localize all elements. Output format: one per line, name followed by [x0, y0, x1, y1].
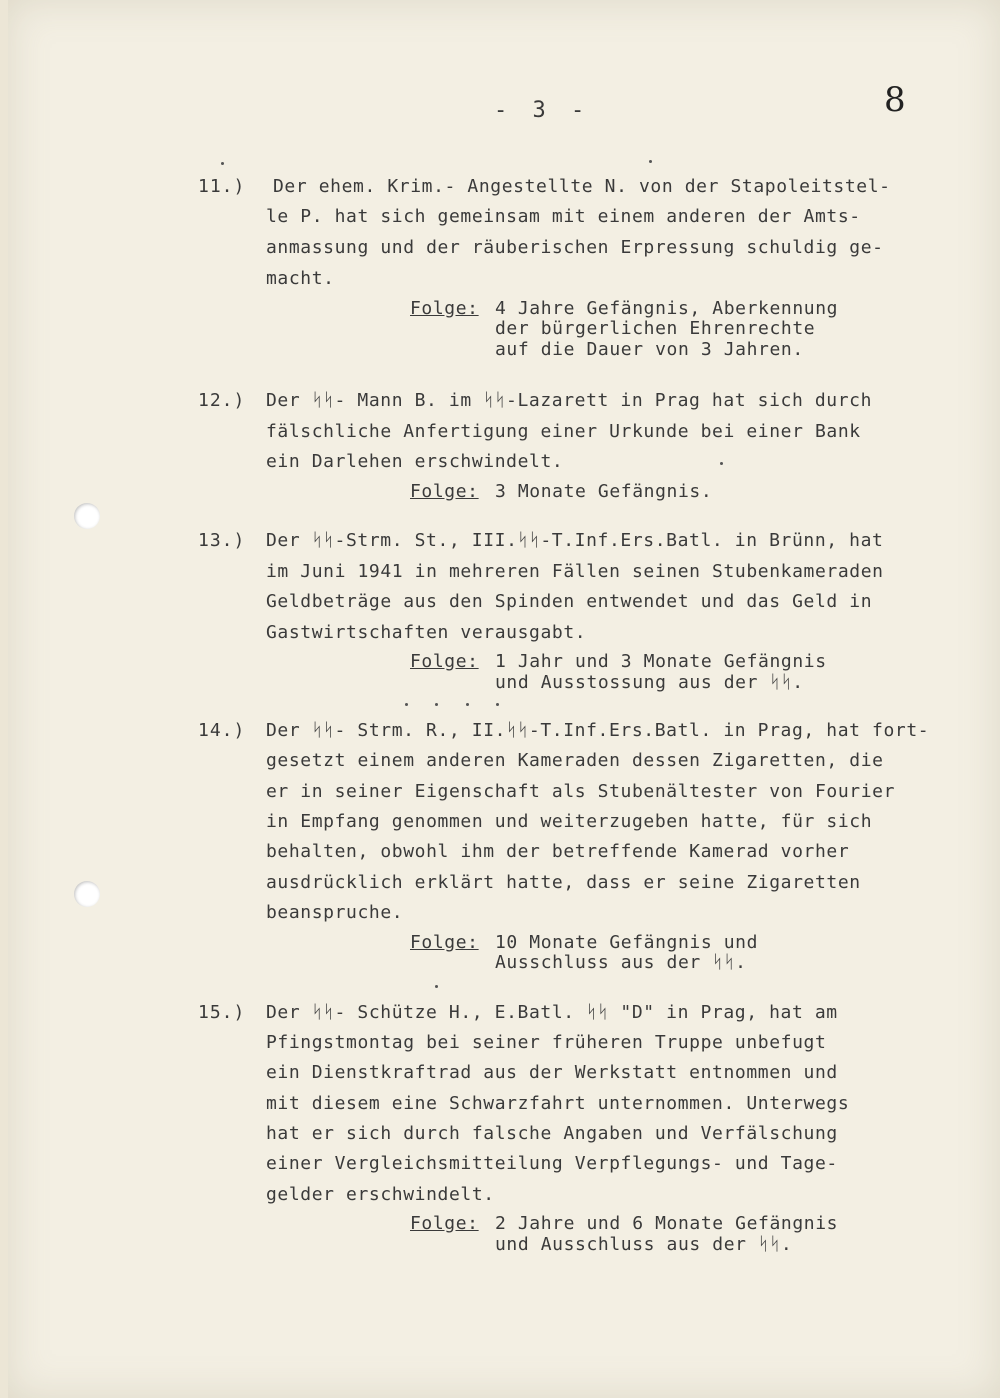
- folge-line: Ausschluss aus der ᛋᛋ.: [495, 952, 747, 973]
- folge-label: Folge:: [410, 298, 479, 319]
- entry-line: Der ᛋᛋ- Mann B. im ᛋᛋ-Lazarett in Prag hat sich durch: [266, 390, 873, 411]
- entry-number: 13.): [198, 530, 246, 551]
- entry-line: Der ehem. Krim.- Angestellte N. von der Stapoleitstel-: [273, 176, 891, 197]
- folge-line: der bürgerlichen Ehrenrechte: [495, 318, 816, 339]
- entry-line: Pfingstmontag bei seiner früheren Truppe unbefugt: [266, 1032, 827, 1053]
- folge-line: 10 Monate Gefängnis und: [495, 932, 759, 953]
- entry-line: er in seiner Eigenschaft als Stubenältester von Fourier: [266, 781, 896, 802]
- entry-number: 14.): [198, 720, 246, 741]
- entry-line: behalten, obwohl ihm der betreffende Kamerad vorher: [266, 841, 850, 862]
- folge-label: Folge:: [410, 481, 479, 502]
- entry-line: anmassung und der räuberischen Erpressung schuldig ge-: [266, 237, 884, 258]
- folge-line: 1 Jahr und 3 Monate Gefängnis: [495, 651, 827, 672]
- entry-line: fälschliche Anfertigung einer Urkunde bei einer Bank: [266, 421, 861, 442]
- document-page: [8, 0, 1000, 1398]
- folge-label: Folge:: [410, 932, 479, 953]
- entry-line: ein Darlehen erschwindelt.: [266, 451, 564, 472]
- entry-line: mit diesem eine Schwarzfahrt unternommen. Unterwegs: [266, 1093, 850, 1114]
- entry-number: 15.): [198, 1002, 246, 1023]
- entry-line: ein Dienstkraftrad aus der Werkstatt entnommen und: [266, 1062, 838, 1083]
- folge-line: und Ausstossung aus der ᛋᛋ.: [495, 672, 804, 693]
- entry-line: einer Vergleichsmitteilung Verpflegungs- und Tage-: [266, 1153, 838, 1174]
- entry-line: le P. hat sich gemeinsam mit einem anderen der Amts-: [266, 206, 861, 227]
- folge-label: Folge:: [410, 651, 479, 672]
- entry-number: 12.): [198, 390, 246, 411]
- entry-line: hat er sich durch falsche Angaben und Verfälschung: [266, 1123, 838, 1144]
- folge-line: 2 Jahre und 6 Monate Gefängnis: [495, 1213, 839, 1234]
- punch-hole-top: [74, 503, 100, 529]
- entry-line: Der ᛋᛋ- Strm. R., II.ᛋᛋ-T.Inf.Ers.Batl. in Prag, hat fort-: [266, 720, 930, 741]
- folge-line: und Ausschluss aus der ᛋᛋ.: [495, 1234, 793, 1255]
- folge-line: 3 Monate Gefängnis.: [495, 481, 713, 502]
- dot-mark: [435, 985, 438, 988]
- entry-line: ausdrücklich erklärt hatte, dass er seine Zigaretten: [266, 872, 861, 893]
- entry-line: macht.: [266, 268, 335, 289]
- dot-mark: [405, 703, 408, 706]
- entry-line: gesetzt einem anderen Kameraden dessen Zigaretten, die: [266, 750, 884, 771]
- dot-mark: [466, 703, 469, 706]
- folge-label: Folge:: [410, 1213, 479, 1234]
- dot-mark: [649, 160, 652, 163]
- entry-line: im Juni 1941 in mehreren Fällen seinen Stubenkameraden: [266, 561, 884, 582]
- punch-hole-bottom: [74, 881, 100, 907]
- dot-mark: [496, 703, 499, 706]
- entry-line: in Empfang genommen und weiterzugeben hatte, für sich: [266, 811, 873, 832]
- entry-line: Gastwirtschaften verausgabt.: [266, 622, 587, 643]
- folge-line: auf die Dauer von 3 Jahren.: [495, 339, 804, 360]
- dot-mark: [221, 162, 224, 165]
- typed-page-number: - 3 -: [494, 98, 591, 123]
- entry-line: Der ᛋᛋ-Strm. St., III.ᛋᛋ-T.Inf.Ers.Batl. in Brünn, hat: [266, 530, 884, 551]
- folge-line: 4 Jahre Gefängnis, Aberkennung: [495, 298, 839, 319]
- entry-line: gelder erschwindelt.: [266, 1184, 495, 1205]
- entry-line: beanspruche.: [266, 902, 404, 923]
- entry-line: Der ᛋᛋ- Schütze H., E.Batl. ᛋᛋ "D" in Prag, hat am: [266, 1002, 838, 1023]
- entry-line: Geldbeträge aus den Spinden entwendet und das Geld in: [266, 591, 873, 612]
- handwritten-page-number: 8: [884, 80, 906, 120]
- entry-number: 11.): [198, 176, 246, 197]
- dot-mark: [720, 462, 723, 465]
- dot-mark: [435, 703, 438, 706]
